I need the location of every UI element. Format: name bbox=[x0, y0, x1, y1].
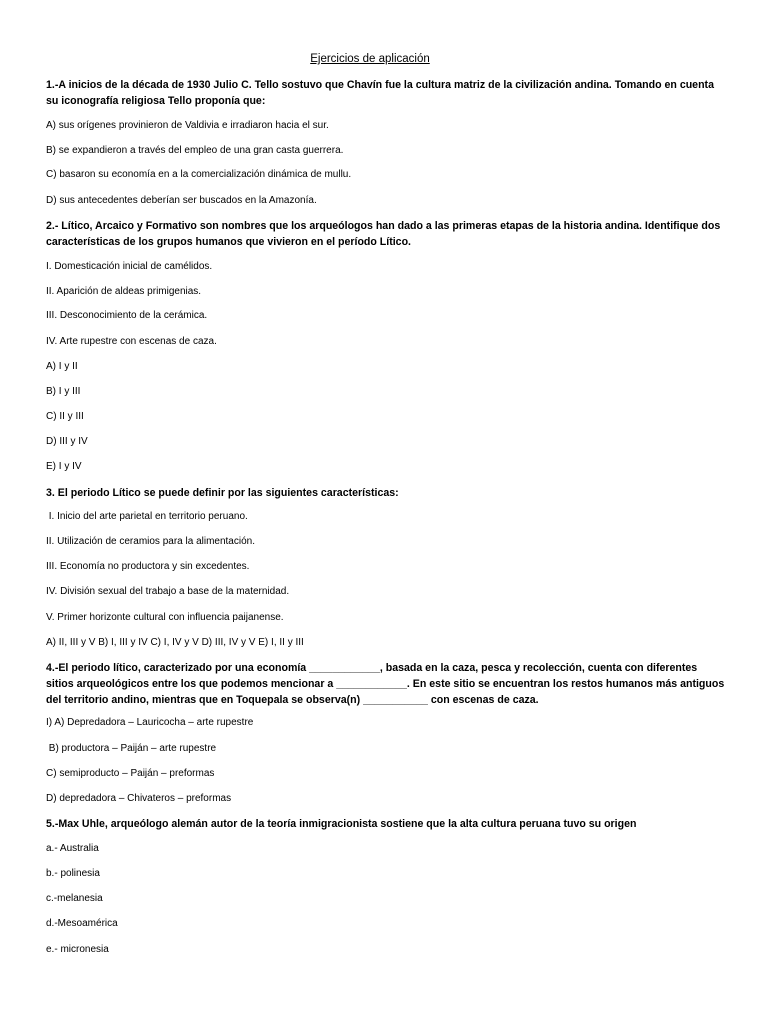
q3-statement-1: I. Inicio del arte parietal en territorio peruano. bbox=[46, 511, 248, 522]
q2-statement-1: I. Domesticación inicial de camélidos. bbox=[46, 261, 213, 272]
q3-statement-3: III. Economía no productora y sin excedentes. bbox=[46, 561, 250, 572]
question-5: 5.-Max Uhle, arqueólogo alemán autor de la teoría inmigracionista sostiene que la alta cultura peruana tuvo su origen bbox=[46, 818, 637, 830]
q1-option-d: D) sus antecedentes deberían ser buscados en la Amazonía. bbox=[46, 195, 317, 206]
q1-option-c: C) basaron su economía en a la comercialización dinámica de mullu. bbox=[46, 169, 352, 180]
question-4: 4.-El periodo lítico, caracterizado por una economía ____________, basada en la caza, pesca y recolección, cuenta con diferentes sitios arqueológicos entre los que podemos mencionar a ____________. En este sitio se encuentran los restos humanos más antiguos del territorio andino, mientras que en Toquepala se observa(n) ___________ con escenas de caza. bbox=[46, 662, 725, 706]
q2-statement-3: III. Desconocimiento de la cerámica. bbox=[46, 310, 208, 321]
q2-option-b: B) I y III bbox=[46, 386, 81, 397]
question-1: 1.-A inicios de la década de 1930 Julio C. Tello sostuvo que Chavín fue la cultura matriz de la civilización andina. Tomando en cuenta su iconografía religiosa Tello proponía que: bbox=[46, 79, 714, 107]
q5-option-d: d.-Mesoamérica bbox=[46, 918, 118, 929]
q2-statement-2: II. Aparición de aldeas primigenias. bbox=[46, 286, 202, 297]
q4-option-b: B) productora – Paiján – arte rupestre bbox=[46, 743, 217, 754]
q3-statement-2: II. Utilización de ceramios para la alimentación. bbox=[46, 536, 255, 547]
q5-option-a: a.- Australia bbox=[46, 843, 99, 854]
q2-option-d: D) III y IV bbox=[46, 436, 88, 447]
q1-option-b: B) se expandieron a través del empleo de una gran casta guerrera. bbox=[46, 145, 344, 156]
q4-option-d: D) depredadora – Chivateros – preformas bbox=[46, 793, 232, 804]
q5-option-e: e.- micronesia bbox=[46, 944, 109, 955]
page-title: Ejercicios de aplicación bbox=[310, 53, 430, 65]
q3-statement-4: IV. División sexual del trabajo a base de la maternidad. bbox=[46, 586, 290, 597]
q2-option-c: C) II y III bbox=[46, 411, 84, 422]
question-2: 2.- Lítico, Arcaico y Formativo son nombres que los arqueólogos han dado a las primeras etapas de la historia andina. Identifique dos características de los grupos humanos que vivieron en el período Lítico. bbox=[46, 220, 721, 248]
q2-statement-4: IV. Arte rupestre con escenas de caza. bbox=[46, 336, 217, 347]
q3-answer-options: A) II, III y V B) I, III y IV C) I, IV y V D) III, IV y V E) I, II y III bbox=[46, 637, 304, 648]
q5-option-c: c.-melanesia bbox=[46, 893, 103, 904]
q5-option-b: b.- polinesia bbox=[46, 868, 100, 879]
q4-option-a: I) A) Depredadora – Lauricocha – arte rupestre bbox=[46, 717, 254, 728]
q2-option-e: E) I y IV bbox=[46, 461, 82, 472]
q4-option-c: C) semiproducto – Paiján – preformas bbox=[46, 768, 215, 779]
q2-option-a: A) I y II bbox=[46, 361, 78, 372]
q3-statement-5: V. Primer horizonte cultural con influencia paijanense. bbox=[46, 612, 284, 623]
q1-option-a: A) sus orígenes provinieron de Valdivia e irradiaron hacia el sur. bbox=[46, 120, 329, 131]
question-3: 3. El periodo Lítico se puede definir por las siguientes características: bbox=[46, 487, 399, 499]
